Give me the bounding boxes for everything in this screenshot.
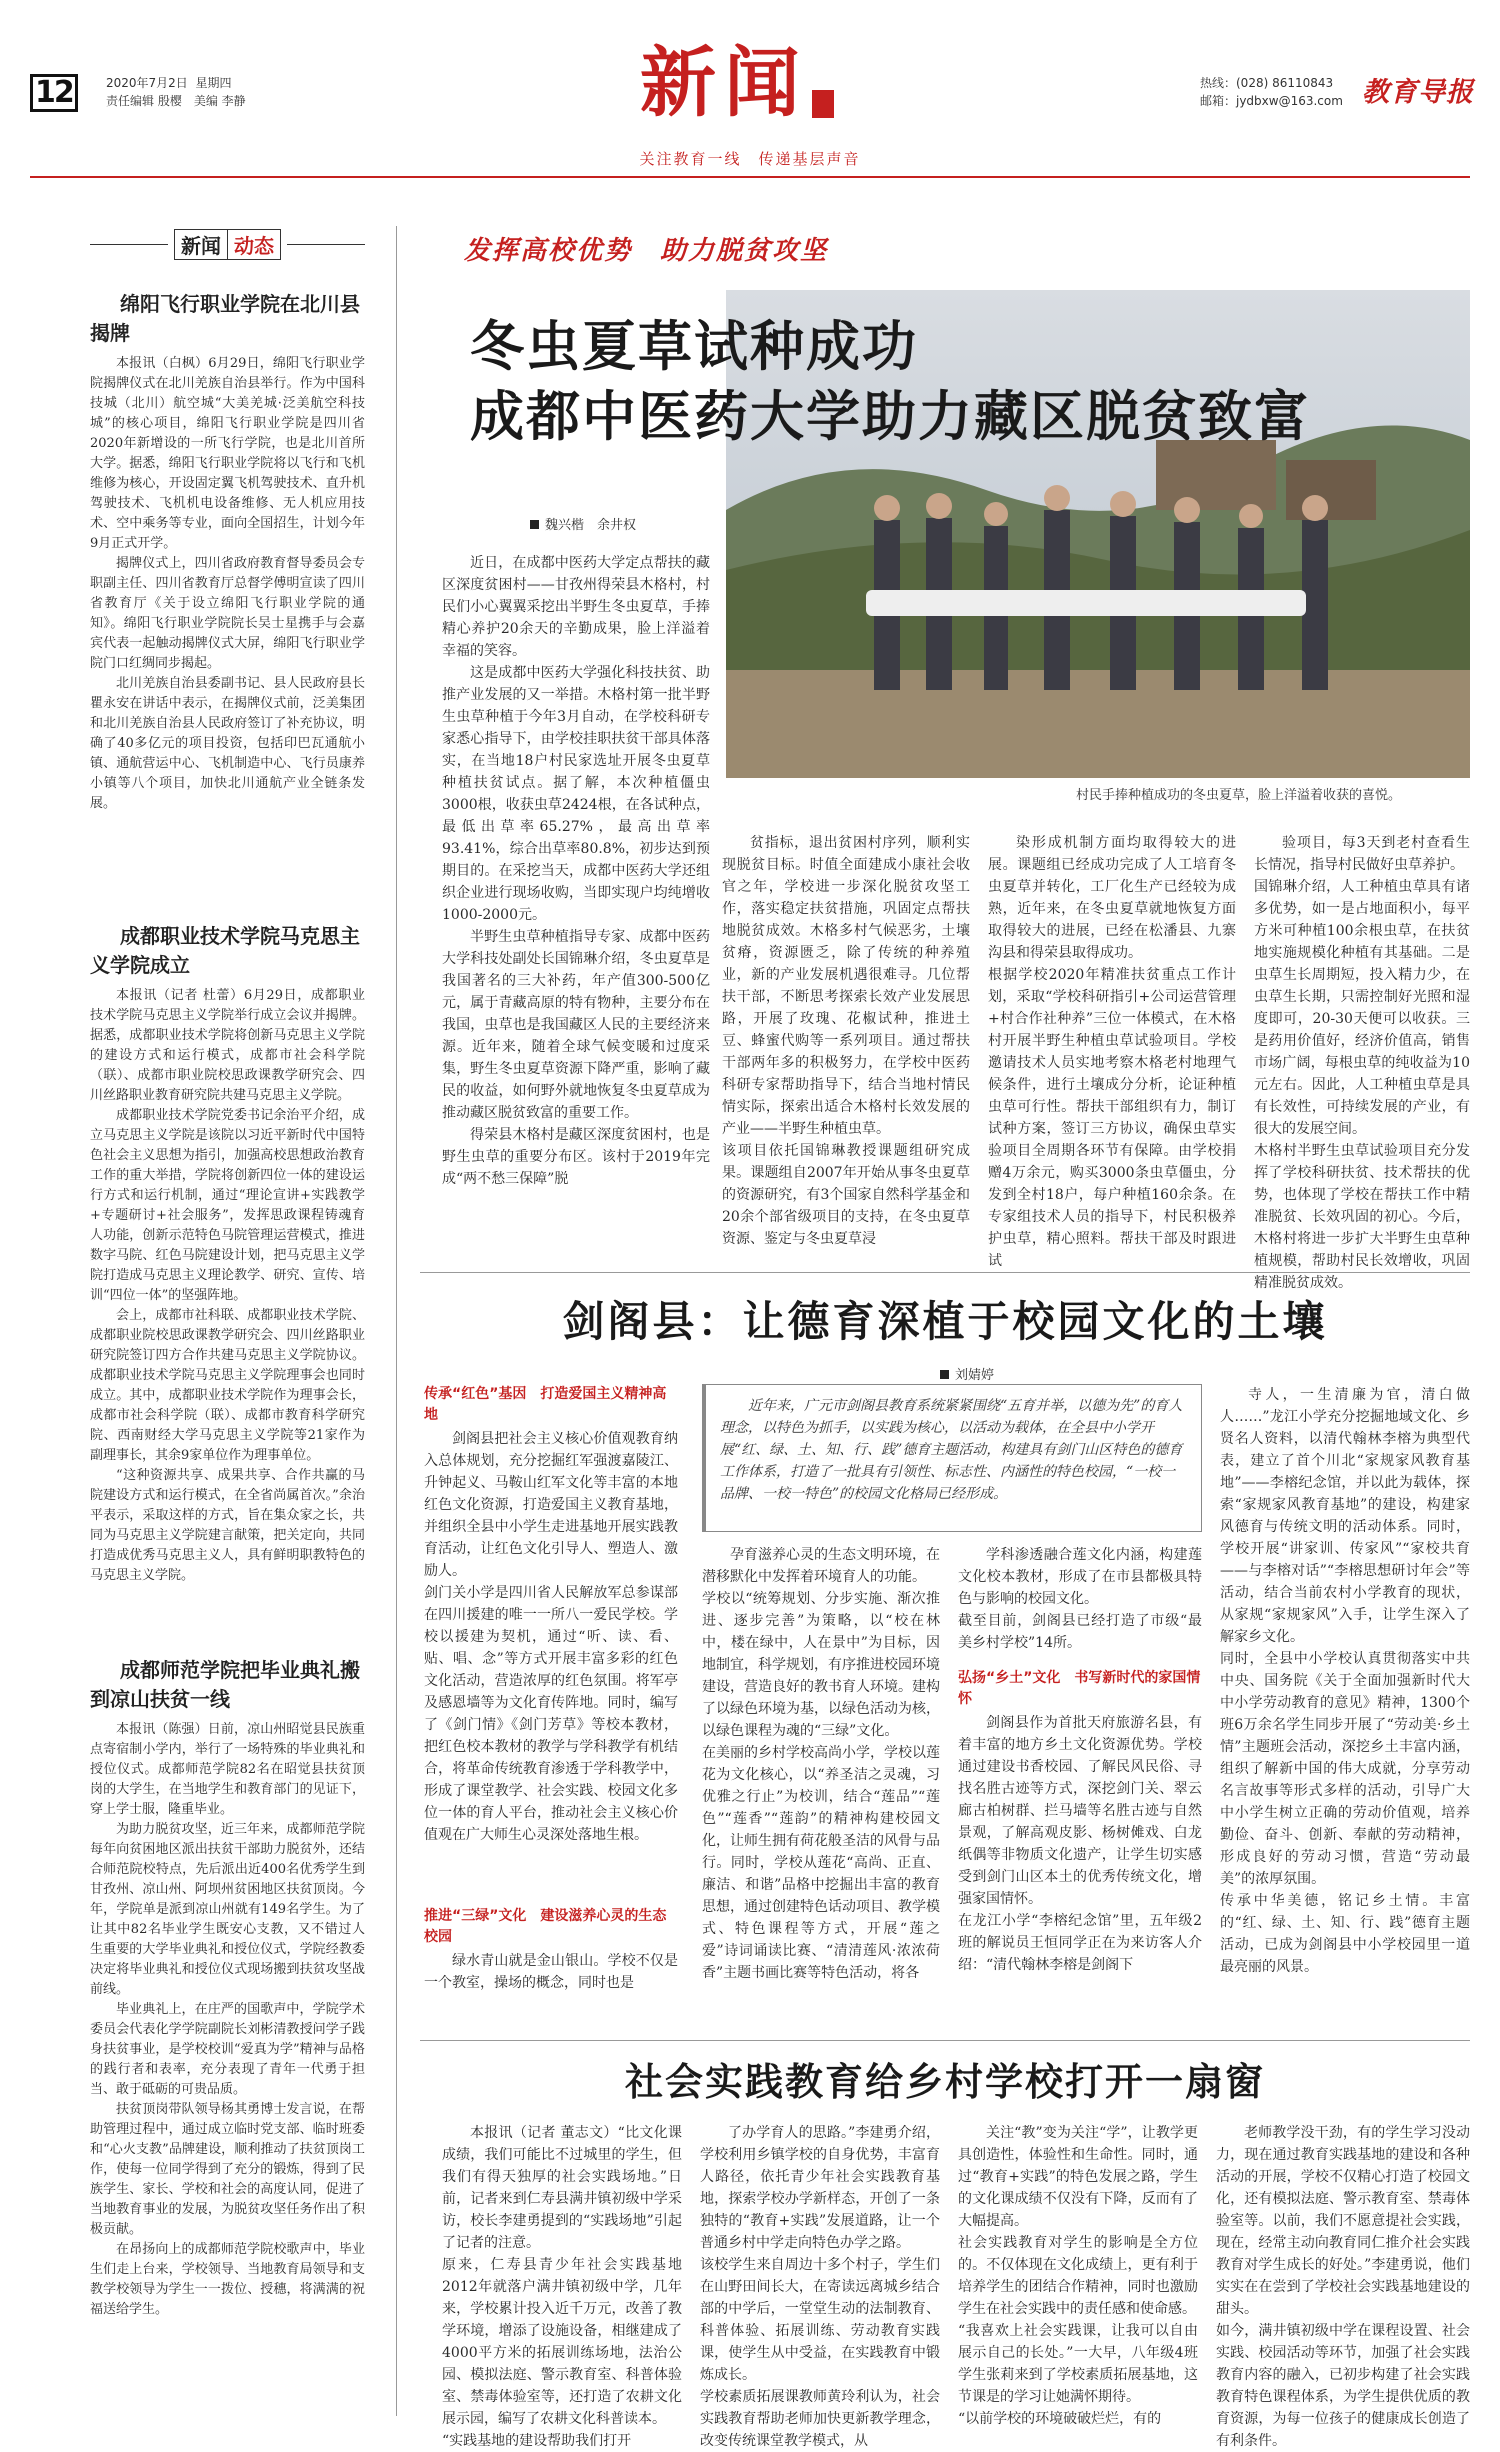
news-body: 本报讯（陈强）日前，凉山州昭觉县民族重点寄宿制小学内，举行了一场特殊的毕业典礼和授位仪式。成都师范学院82名在昭觉县扶贫顶岗的大学生，在当地学生和教育部门的见证下，穿上学士服，隆重毕业。 为助力脱贫攻坚，近三年来，成都师范学院每年向贫困地区派出扶贫干部助力脱贫外，还结合师范院校特点，先后派出近400名优秀学生到甘孜州、凉山州、阿坝州贫困地区扶贫顶岗。今年，学院单是派到凉山州就有149名学生。为了让其中82名毕业学生既安心支教，又不错过人生重要的大学毕业典礼和授位仪式，学院经教委决定将毕业典礼和授位仪式现场搬到扶贫攻坚战前线。 毕业典礼上，在庄严的国歌声中，学院学术委员会代表化学学院副院长刘彬清教授问学子践身扶贫事业，是学校校训“爱真为学”精神与品格的践行者和表率，充分表现了青年一代勇于担当、敢于砥砺的可贵品质。 扶贫顶岗带队领导杨其勇博士发言说，在帮助管理过程中，通过成立临时党支部、临时班委和“心火支教”品牌建设，顺利推动了扶贫顶岗工作，使每一位同学得到了充分的锻炼，得到了民族学生、家长、学校和社会的高度认同，促进了当地教育事业的发展，为脱贫攻坚任务作出了积极贡献。 在昂扬向上的成都师范学院校歌声中，毕业生们走上台来，学校领导、当地教育局领导和支教学校领导为学生一一拨位、授穗，将满满的祝福送给学生。 bbox=[90, 1722, 365, 2317]
feature-byline: 魏兴楷 余井权 bbox=[530, 514, 636, 533]
masthead bbox=[0, 0, 1500, 200]
jiange-col3: 学科渗透融合莲文化内涵，构建莲文化校本教材，形成了在市县都极具特色与影响的校园文化。 截至目前，剑阁县已经打造了市级“最美乡村学校”14所。 bbox=[958, 1547, 1202, 1651]
section-title bbox=[640, 38, 870, 128]
sidebar-divider bbox=[396, 226, 397, 2416]
feature-col2: 贫指标，退出贫困村序列，顺利实现脱贫目标。时值全面建成小康社会收官之年，学校进一步深化脱贫攻坚工作，落实稳定扶贫措施，巩固定点帮扶地脱贫成效。木格多村气候恶劣，土壤贫瘠，资源匮乏，除了传统的种养殖业，新的产业发展机遇很难寻。几位帮扶干部，不断思考探索长效产业发展思路，开展了玫瑰、花椒试种，推进土豆、蜂蜜代购等一系列项目。通过帮扶干部两年多的积极努力，在学校中医药科研专家帮助指导下，结合当地村情民情实际，探索出适合木格村长效发展的产业——半野生种植虫草。 该项目依托国锦琳教授课题组研究成果。课题组自2007年开始从事冬虫夏草的资源研究，有3个国家自然科学基金和20余个部省级项目的支持，在冬虫夏草资源、鉴定与冬虫夏草浸 bbox=[722, 835, 970, 1247]
section-rule bbox=[420, 2040, 1470, 2041]
jiange-summary: 近年来，广元市剑阁县教育系统紧紧围绕“五育并举，以德为先”的育人理念，以特色为抓手，以实践为核心，以活动为载体，在全县中小学开展“红、绿、土、知、行、践”德育主题活动，构建具有剑门山区特色的德育工作体系，打造了一批具有引领性、标志性、内涵性的特色校园，“一校一品牌、一校一特色”的校园文化格局已经形成。 bbox=[720, 1398, 1183, 1502]
jiange-col2: 孕育滋养心灵的生态文明环境，在潜移默化中发挥着环境育人的功能。 学校以“统筹规划、分步实施、渐次推进、逐步完善”为策略，以“校在林中，楼在绿中，人在景中”为目标，因地制宜，科学规划，有序推进校园环境建设，营造良好的教书育人环境。建构了以绿色环境为基，以绿色活动为核，以绿色课程为魂的“三绿”文化。 在美丽的乡村学校高尚小学，学校以莲花为文化核心，以“养圣洁之灵魂，习优雅之行止”为校训，结合“莲品”“莲色”“莲香”“莲韵”的精神构建校园文化，让师生拥有荷花般圣洁的风骨与品行。同时，学校从莲花“高尚、正直、廉洁、和谐”品格中挖掘出丰富的教育思想，通过创建特色话动项目、教学模式、特色课程等方式，开展“莲之爱”诗词诵读比赛、“清清莲风·浓浓荷香”主题书画比赛等特色活动，将各 bbox=[702, 1547, 940, 1981]
page-number: 12 bbox=[30, 74, 78, 112]
social-practice-article bbox=[420, 2048, 1470, 2449]
feature-col4: 验项目，每3天到老村查看生长情况，指导村民做好虫草养护。 国锦琳介绍，人工种植虫草具有诸多优势，如一是占地面积小，每平方米可种植100余根虫草，在扶贫地实施规模化种植有其基础。二是虫草生长周期短，投入精力少，在虫草生长期，只需控制好光照和湿度即可，20-30天便可以收获。三是药用价值好，经济价值高，销售市场广阔，每根虫草的纯收益为10元左右。因此，人工种植虫草是具有长效性，可持续发展的产业，有很大的发展空间。 木格村半野生虫草试验项目充分发挥了学校科研扶贫、技术帮扶的优势，也体现了学校在帮扶工作中精准脱贫、长效巩固的初心。今后，木格村将进一步扩大半野生虫草种植规模，帮助村民长效增收，巩固精准脱贫成效。 bbox=[1254, 835, 1470, 1291]
news-headline: 绵阳飞行职业学院在北川县揭牌 bbox=[90, 292, 360, 345]
sidebar-header-prefix: 新闻 bbox=[174, 229, 228, 260]
jiange-col1b: 绿水青山就是金山银山。学校不仅是一个教室，操场的概念，同时也是 bbox=[424, 1953, 678, 1991]
jiange-subhead-local-culture: 弘扬“乡土”文化 书写新时代的家国情怀 bbox=[958, 1670, 1201, 1707]
email: 邮箱：jydbxw@163.com bbox=[1200, 94, 1343, 108]
jiange-title: 剑阁县：让德育深植于校园文化的土壤 bbox=[562, 1297, 1328, 1346]
feature-intro: 近日，在成都中医药大学定点帮扶的藏区深度贫困村——甘孜州得荣县木格村，村民们小心翼翼采挖出半野生冬虫夏草，手捧精心养护20余天的辛勤成果，脸上洋溢着幸福的笑容。 这是成都中医药大学强化科技扶贫、助推产业发展的又一举措。木格村第一批半野生虫草种植于今年3月自动，在学校科研专家悉心指导下，由学校挂职扶贫干部具体落实，在当地18户村民家选址开展冬虫夏草种植扶贫试点。据了解，本次种植僵虫3000根，收获虫草2424根，在各试种点，最低出草率65.27%，最高出草率93.41%，综合出草率80.8%，初步达到预期目的。在采挖当天，成都中医药大学还组织企业进行现场收购，当即实现户均纯增收1000-2000元。 半野生虫草种植指导专家、成都中医药大学科技处副处长国锦琳介绍，冬虫夏草是我国著名的三大补药，年产值300-500亿元，属于青藏高原的特有物种，主要分布在我国，虫草也是我国藏区人民的主要经济来源。近年来，随着全球气候变暖和过度采集，野生冬虫夏草资源下降严重，影响了藏民的收益，如何野外就地恢复冬虫夏草成为推动藏区脱贫致富的重要工作。 得荣县木格村是藏区深度贫困村，也是野生虫草的重要分布区。该村于2019年完成“两不愁三保障”脱 bbox=[442, 555, 710, 1187]
sidebar bbox=[90, 226, 365, 2426]
jiange-col4: 寺人，一生清廉为官，清白做人……”龙江小学充分挖掘地域文化、乡贤名人资料，以清代翰林李榕为典型代表，建立了首个川北“家规家风教育基地”——李榕纪念馆，并以此为载体，探索“家规家风教育基地”的建设，构建家风德育与传统文明的活动体系。同时，学校开展“讲家训、传家风”“家校共育——与李榕对话”“李榕思想研讨年会”等活动，结合当前农村小学教育的现状，从家规“家规家风”入手，让学生深入了解家乡文化。 同时，全县中小学校认真贯彻落实中共中央、国务院《关于全面加强新时代大中小学劳动教育的意见》精神，1300个班6万余名学生同步开展了“劳动美·乡土情”主题班会活动，深挖乡土丰富内涵，组织了解新中国的伟大成就，分享劳动名言故事等形式多样的活动，引导广大中小学生树立正确的劳动价值观，培养勤俭、奋斗、创新、奉献的劳动精神，形成良好的劳动习惯，营造“劳动最美”的浓厚氛围。 传承中华美德，铭记乡土情。丰富的“红、绿、土、知、行、践”德育主题活动，已成为剑阁县中小学校园里一道最亮丽的风景。 bbox=[1220, 1387, 1470, 1975]
masthead-rule bbox=[30, 176, 1470, 178]
jiange-article bbox=[420, 1280, 1470, 2040]
jiange-subhead-green-culture: 推进“三绿”文化 建设滋养心灵的生态校园 bbox=[424, 1908, 667, 1945]
news-headline: 成都师范学院把毕业典礼搬到凉山扶贫一线 bbox=[90, 1658, 360, 1711]
social-practice-title: 社会实践教育给乡村学校打开一扇窗 bbox=[624, 2060, 1265, 2104]
jiange-col1: 剑阁县把社会主义核心价值观教育纳入总体规划，充分挖掘红军强渡嘉陵江、升钟起义、马鞍山红军文化等丰富的本地红色文化资源，打造爱国主义教育基地，并组织全县中小学生走进基地开展实践教育活动，让红色文化引导人、塑造人、激励人。 剑门关小学是四川省人民解放军总参谋部在四川援建的唯一一所八一爱民学校。学校以援建为契机，通过“听、读、看、贴、唱、念”等方式开展丰富多彩的红色文化活动，营造浓厚的红色氛围。将军亭及感恩墙等为文化育传阵地。同时，编写了《剑门情》《剑门芳草》等校本教材，把红色校本教材的教学与学科教学有机结合，将革命传统教育渗透于学科教学中，形成了课堂教学、社会实践、校园文化多位一体的育人平台，推动社会主义核心价值观在广大师生心灵深处落地生根。 bbox=[424, 1431, 678, 1843]
news-item bbox=[90, 1656, 365, 2420]
news-item bbox=[90, 290, 365, 974]
paper-name: 教育导报 bbox=[1362, 77, 1474, 108]
section-rule bbox=[420, 1272, 1470, 1273]
jiange-byline: 刘婧婷 bbox=[940, 1364, 994, 1383]
issue-weekday: 星期四 bbox=[195, 76, 232, 90]
social-practice-col2: 了办学育人的思路。”李建勇介绍，学校利用乡镇学校的自身优势，丰富育人路径，依托青少年社会实践教育基地，探索学校办学新样态，开创了一条独特的“教育+实践”发展道路，让一个普通乡村中学走向特色办学之路。 该校学生来自周边十多个村子，学生们在山野田间长大，在寄读远离城乡结合部的中学后，一堂堂生动的法制教育、科普体验、拓展训练、劳动教育实践课，使学生从中受益，在实践教育中锻炼成长。 学校素质拓展课教师黄玲利认为，社会实践教育帮助老师加快更新教学理念，改变传统课堂教学模式，从 bbox=[700, 2125, 940, 2449]
slogan: 关注教育一线 传递基层声音 bbox=[639, 150, 861, 168]
news-body: 本报讯（白枫）6月29日，绵阳飞行职业学院揭牌仪式在北川羌族自治县举行。作为中国科技城（北川）航空城“大美羌城·泛美航空科技城”的核心项目，绵阳飞行职业学院是四川省2020年新增设的一所飞行学院，也是北川首所大学。据悉，绵阳飞行职业学院将以飞行和飞机维修为核心，开设固定翼飞机驾驶技术、直升机驾驶技术、飞机机电设备维修、无人机应用技术、空中乘务等专业，面向全国招生，计划今年9月正式开学。 揭牌仪式上，四川省政府教育督导委员会专职副主任、四川省教育厅总督学傅明宣读了四川省教育厅《关于设立绵阳飞行职业学院的通知》。绵阳飞行职业学院院长吴士星携手与会嘉宾代表一起触动揭牌仪式大屏，绵阳飞行职业学院门口红绸同步揭起。 北川羌族自治县委副书记、县人民政府县长瞿永安在讲话中表示，在揭牌仪式前，泛美集团和北川羌族自治县人民政府签订了补充协议，明确了40多亿元的项目投资，包括印巴瓦通航小镇、通航营运中心、飞机制造中心、飞行员康养小镇等八个项目，加快北川通航产业全链条发展。 bbox=[90, 356, 365, 811]
news-headline: 成都职业技术学院马克思主义学院成立 bbox=[90, 924, 360, 977]
sidebar-header bbox=[90, 226, 365, 262]
jiange-col3b: 剑阁县作为首批天府旅游名县，有着丰富的地方乡土文化资源优势。学校通过建设书香校园、了解民风民俗、寻找名胜古迹等方式，深挖剑门关、翠云廊古柏树群、拦马墙等名胜古迹与自然景观，了解高观皮影、杨树傩戏、白龙纸偶等非物质文化遗产，让学生切实感受到剑门山区本土的优秀传统文化，增强家国情怀。 在龙江小学“李榕纪念馆”里，五年级2班的解说员王恒同学正在为来访客人介绍：“清代翰林李榕是剑阁下 bbox=[958, 1715, 1202, 1973]
social-practice-col4: 老师教学没干劲，有的学生学习没动力，现在通过教育实践基地的建设和各种活动的开展，学校不仅精心打造了校园文化，还有模拟法庭、警示教育室、禁毒体验室等。以前，我们不愿意提社会实践，现在，经常主动向教育同仁推介社会实践教育对学生成长的好处。”李建勇说，他们实实在在尝到了学校社会实践基地建设的甜头。 如今，满井镇初级中学在课程设置、社会实践、校园活动等环节，加强了社会实践教育内容的融入，已初步构建了社会实践教育特色课程体系，为学生提供优质的教育资源，为每一位孩子的健康成长创造了有利条件。 bbox=[1216, 2125, 1470, 2449]
jiange-subhead-red-culture: 传承“红色”基因 打造爱国主义精神高地 bbox=[424, 1386, 667, 1423]
section-title-text: 新闻 bbox=[640, 38, 808, 127]
hotline: 热线：(028) 86110843 bbox=[1200, 76, 1334, 90]
editor-credits: 责任编辑 殷樱 美编 李静 bbox=[106, 94, 246, 108]
feature-title-line2: 成都中医药大学助力藏区脱贫致富 bbox=[470, 385, 1310, 448]
photo-caption: 村民手捧种植成功的冬虫夏草，脸上洋溢着收获的喜悦。 bbox=[1076, 788, 1402, 803]
social-practice-col3: 关注“教”变为关注“学”，让教学更具创造性，体验性和生命性。同时，通过“教育+实践”的特色发展之路，学生的文化课成绩不仅没有下降，反而有了大幅提高。 社会实践教育对学生的影响是全方位的。不仅体现在文化成绩上，更有利于培养学生的团结合作精神，同时也激励学生在社会实践中的责任感和使命感。 “我喜欢上社会实践课，让我可以自由展示自己的长处。”一大早，八年级4班学生张莉来到了学校素质拓展基地，这节课是的学习让她满怀期待。 “以前学校的环境破破烂烂，有的 bbox=[958, 2125, 1198, 2427]
jiange-summary-box bbox=[702, 1384, 1202, 1532]
seal-stamp-icon bbox=[812, 90, 834, 118]
feature-banner: 发挥高校优势 助力脱贫攻坚 bbox=[464, 236, 829, 266]
feature-col3: 染形成机制方面均取得较大的进展。课题组已经成功完成了人工培育冬虫夏草并转化，工厂化生产已经较为成熟，近年来，在冬虫夏草就地恢复方面取得较大的进展，已经在松潘县、九寨沟县和得荣县取得成功。 根据学校2020年精准扶贫重点工作计划，采取“学校科研指引+公司运营管理+村合作社种养”三位一体模式，在木格村开展半野生种植虫草试验项目。学校邀请技术人员实地考察木格老村地理气候条件，进行土壤成分分析，论证种植虫草可行性。帮扶干部组织有力，制订试种方案，签订三方协议，确保虫草实验项目全周期各环节有保障。由学校捐赠4万余元，购买3000条虫草僵虫，分发到全村18户，每户种植160余条。在专家组技术人员的指导下，村民积极养护虫草，精心照料。帮扶干部及时跟进试 bbox=[988, 835, 1236, 1269]
feature-article bbox=[420, 222, 1470, 1291]
feature-title bbox=[470, 312, 1470, 452]
news-item bbox=[90, 922, 365, 1626]
social-practice-col1: 本报讯（记者 董志文）“比文化课成绩，我们可能比不过城里的学生，但我们有得天独厚的社会实践场地。”日前，记者来到仁寿县满井镇初级中学采访，校长李建勇提到的“实践场地”引起了记者的注意。 原来，仁寿县青少年社会实践基地2012年就落户满井镇初级中学，几年来，学校累计投入近千万元，改善了教学环境，增添了设施设备，相继建成了4000平方米的拓展训练场地，法治公园、模拟法庭、警示教育室、科普体验室、禁毒体验室等，还打造了农耕文化展示园，编写了农耕文化科普读本。 “实践基地的建设帮助我们打开 bbox=[442, 2125, 682, 2449]
issue-date: 2020年7月2日 bbox=[106, 76, 188, 90]
news-body: 本报讯（记者 杜蕾）6月29日，成都职业技术学院马克思主义学院举行成立会议并揭牌。据悉，成都职业技术学院将创新马克思主义学院的建设方式和运行模式，成都市社会科学院（联）、成都市职业院校思政课教学研究会、四川丝路职业教育研究院共建马克思主义学院。 成都职业技术学院党委书记余治平介绍，成立马克思主义学院是该院以习近平新时代中国特色社会主义思想为指引，加强高校思想政治教育工作的重大举措，学院将创新四位一体的建设运行方式和运行机制，通过“理论宣讲+实践教学+专题研讨+社会服务”，发挥思政课程铸魂育人功能，创新示范特色马院管理运营模式，推进数字马院、红色马院建设计划，把马克思主义学院打造成马克思主义理论教学、研究、宣传、培训“四位一体”的坚强阵地。 会上，成都市社科联、成都职业技术学院、成都职业院校思政课教学研究会、四川丝路职业研究院签订四方合作共建马克思主义学院协议。成都职业技术学院马克思主义学院理事会也同时成立。其中，成都职业技术学院作为理事会长，成都市社会科学院（联）、成都市教育科学研究院、西南财经大学马克思主义学院等21家作为副理事长，其余9家单位作为理事单位。 “这种资源共享、成果共享、合作共赢的马院建设方式和运行模式，在全省尚属首次。”余治平表示，采取这样的方式，旨在集众家之长，共同为马克思主义学院建言献策，把关定向，共同打造成优秀马克思主义人，具有鲜明职教特色的马克思主义学院。 bbox=[90, 988, 365, 1583]
page-number-badge bbox=[30, 74, 80, 112]
feature-title-line1: 冬虫夏草试种成功 bbox=[470, 315, 918, 378]
sidebar-header-suffix: 动态 bbox=[228, 229, 281, 260]
